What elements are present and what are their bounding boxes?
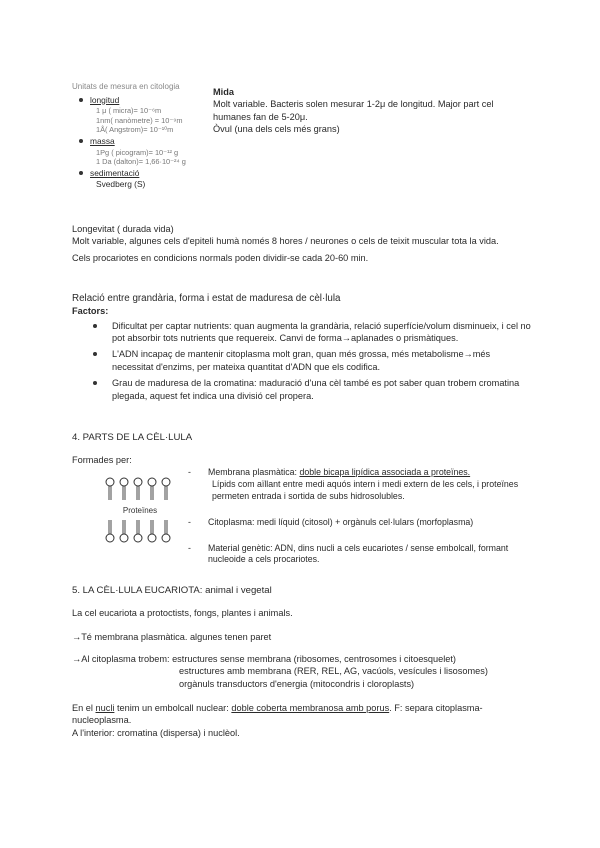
eucariota-block — [72, 585, 532, 739]
parts-title: 4. PARTS DE LA CÈL·LULA — [72, 432, 193, 443]
factors-list — [72, 320, 532, 403]
relacio-title: Relació entre grandària, forma i estat de maduresa de cèl·lula — [72, 293, 341, 304]
eucariota-interior: A l'interior: cromatina (dispersa) i nuclèol. — [72, 727, 240, 738]
eucariota-line-3b: estructures amb membrana (RER, REL, AG, vacúols, vesícules i lisosomes) — [179, 666, 488, 677]
units-sed-lines: Svedberg (S) — [96, 179, 146, 190]
units-item-sedimentacio: sedimentació Svedberg (S) — [72, 167, 207, 191]
units-item-longitud: longitud 1 μ ( micra)= 10⁻⁶m 1nm( nanòmetre) = 10⁻⁹m 1Å( Angstrom)= 10⁻¹⁰m — [72, 94, 207, 135]
mida-line-1: Molt variable. Bacteris solen mesurar 1-2μ de longitud. Major part cel — [213, 99, 494, 110]
part-material-genetic: - Material genètic: ADN, dins nucli a cels eucariotes / sense embolcall, formant nucleoide a cels procariotes. — [188, 543, 533, 567]
part-membrana: - Membrana plasmàtica: doble bicapa lipídica associada a proteïnes. Lípids com aïllant entre medi aquós intern i medi extern de les cels, i proteïnes permeten entrada i sortida de subs hidrosolubles. — [188, 467, 533, 503]
lipid-heads-bottom — [106, 534, 170, 542]
mida-line-2: humanes fan de 5-20μ. — [213, 111, 308, 122]
longevitat-title: Longevitat ( durada vida) — [72, 224, 174, 234]
relacio-block — [72, 292, 532, 406]
eucariota-line-3a: →Al citoplasma trobem: estructures sense membrana (ribosomes, centrosomes i citoesquelet) — [72, 653, 456, 664]
proteines-label: Proteïnes — [122, 506, 158, 515]
units-list — [72, 94, 207, 191]
units-longitud-lines: 1 μ ( micra)= 10⁻⁶m 1nm( nanòmetre) = 10⁻⁹m 1Å( Angstrom)= 10⁻¹⁰m — [96, 106, 183, 135]
units-massa-lines: 1Pg ( picogram)= 10⁻¹² g 1 Da (dalton)= 1,66·10⁻²⁴ g — [96, 147, 186, 167]
eucariota-line-3c: orgànuls transductors d'energia (mitocondris i cloroplasts) — [179, 678, 415, 689]
lipid-tails-bottom — [109, 520, 167, 534]
factor-item: L'ADN incapaç de mantenir citoplasma molt gran, quan més grossa, més metabolisme→més necessitat d'enzims, per mateixa quantitat d'ADN que els codifica. — [72, 348, 532, 373]
eucariota-line-1: La cel eucariota a protoctists, fongs, plantes i animals. — [72, 607, 293, 618]
longevitat-block — [72, 223, 528, 264]
mida-block — [213, 86, 533, 136]
eucariota-title: 5. LA CÈL·LULA EUCARIOTA: animal i vegetal — [72, 585, 272, 596]
units-block — [72, 82, 207, 191]
units-item-massa: massa 1Pg ( picogram)= 10⁻¹² g 1 Da (dalton)= 1,66·10⁻²⁴ g — [72, 135, 207, 167]
longevitat-text-1: Molt variable, algunes cels d'epiteli humà només 8 hores / neurones o cels de teixit muscular tota la vida. — [72, 236, 499, 247]
part-citoplasma: - Citoplasma: medi líquid (citosol) + orgànuls cel·lulars (morfoplasma) — [188, 517, 533, 529]
mida-title: Mida — [213, 87, 234, 97]
factor-item: Grau de maduresa de la cromatina: maduració d'una cèl també es pot saber quan trobem cromatina plegada, aquest fet indica una divisió cel propera. — [72, 377, 532, 402]
membrane-diagram — [104, 476, 174, 544]
formades-per: Formades per: — [72, 455, 132, 465]
longevitat-text-2: Cels procariotes en condicions normals poden dividir-se cada 20-60 min. — [72, 252, 369, 263]
parts-items — [188, 467, 533, 566]
units-title: Unitats de mesura en citologia — [72, 82, 180, 91]
lipid-tails-top — [109, 486, 167, 500]
eucariota-nucli: En el nucli tenim un embolcall nuclear: doble coberta membranosa amb porus. F: separa citoplasma-nucleoplasma. — [72, 703, 483, 726]
lipid-heads-top — [106, 478, 170, 486]
eucariota-line-2: →Té membrana plasmàtica. algunes tenen paret — [72, 632, 272, 643]
mida-line-3: Òvul (una dels cels més grans) — [213, 124, 340, 135]
factors-label: Factors: — [72, 306, 109, 317]
factor-item: Dificultat per captar nutrients: quan augmenta la grandària, relació superfície/volum disminueix, i cel no pot absorbir tots nutrients que requereix. Canvi de forma→aplanades o prismàtiques. — [72, 320, 532, 345]
